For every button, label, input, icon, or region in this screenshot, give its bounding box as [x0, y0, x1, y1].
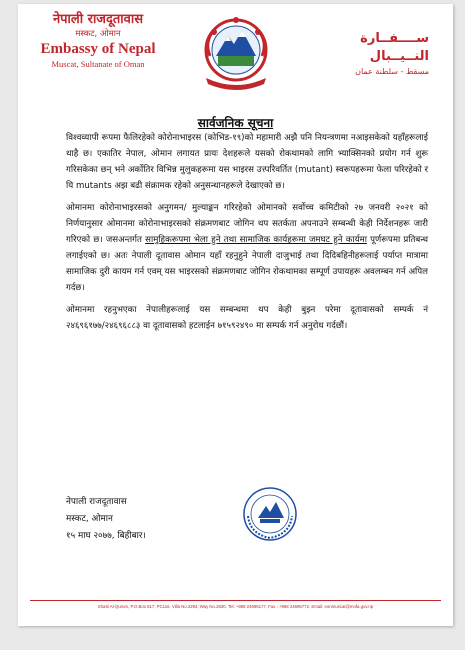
signature-line-1: नेपाली राजदूतावास	[66, 497, 127, 507]
paragraph-2-underlined-text: सामुहिकरूपमा भेला हुने तथा सामाजिक कार्यहरूमा जमघट हुने कार्यमा	[145, 235, 367, 245]
notice-body	[66, 130, 428, 340]
english-embassy-title: Embassy of Nepal	[40, 41, 156, 57]
footer-contact: Shatti Al-Qurum, P.O.Box 517, PC116, Villa No.2294, Way No.2830, Tel: +968 24696177, Fax : +968 24696772, Email: eonmuscat@mofa.gov.np	[97, 604, 374, 609]
arabic-embassy-city: مسقط - سلطنة عمان	[355, 67, 429, 76]
signature-line-3: १५ माघ २०७७, बिहीबार।	[66, 531, 146, 541]
paragraph-2-text-b: पूर्णरूपमा प्रतिबन्ध लगाईएको छ। अतः नेपाली दूतावास ओमान यहाँ रहनुहुने नेपाली दाजुभाई तथा दिदिबहिनीहरूलाई पर्याप्त मात्रामा सामाजिक दुरी कायम गर्न एवम् यस भाइरसको संक्रमणबाट जोगिन रोकथामका सम्पूर्ण उपायहरू अवलम्बन गर्न अपिल गर्दछ।	[66, 235, 428, 293]
nepal-emblem-icon	[196, 12, 276, 94]
embassy-header-right	[319, 30, 429, 78]
notice-page	[18, 4, 453, 626]
arabic-embassy-title: ســــفــارة النــيــبال	[360, 31, 429, 64]
notice-paragraph-2	[66, 200, 428, 296]
paragraph-2-text-a: ओमानमा कोरोनाभाइरसको अनुगमन/ मुल्याङ्कन गरिरहेको ओमानको सर्वोच्च कमिटीको २७ जनवरी २०२१ को निर्णयानुसार ओमानमा कोरोनाभाइरसको संक्रमणबाट जोगिन थप सतर्कता अपनाउने सम्बन्धी केही निर्देशनहरू जारी गरिएको छ। जसअन्तर्गत	[66, 203, 428, 245]
nepali-embassy-title: नेपाली राजदूतावास	[52, 12, 144, 27]
notice-title: सार्वजनिक सूचना	[197, 116, 274, 130]
embassy-header-left	[38, 12, 158, 70]
signature-block	[66, 494, 146, 545]
footer-divider	[30, 600, 441, 601]
english-embassy-city: Muscat, Sultanate of Oman	[51, 59, 145, 69]
embassy-stamp-icon	[242, 486, 298, 542]
signature-line-2: मस्कट, ओमान	[66, 514, 113, 524]
notice-paragraph-3: ओमानमा रहनुभएका नेपालीहरूलाई यस सम्बन्धमा थप केही बुझ्न परेमा दूतावासको सम्पर्क नं २४६९६१७७/२४६९६८८३ वा दूतावासको हटलाईन ७१५९२४९० मा सम्पर्क गर्न अनुरोध गर्दछौं।	[66, 305, 428, 331]
notice-paragraph-1: विश्वव्यापी रूपमा फैलिरहेको कोरोनाभाइरस (कोभिड-१९)को महामारी अझै पनि नियन्त्रणमा नआइसकेको यहाँहरूलाई थाहै छ। एकातिर नेपाल, ओमान लगायत प्रायः देशहरूले यसको रोकथामको लागि भ्याक्सिनको प्रयोग गर्न शुरू गरिसकेका छन् भने अर्कोतिर विभिन्न मुलुकहरूमा यस भाइरस उत्त्परिवर्तित (mutant) स्वरूपहरूमा फेला परिरहेको र यि mutants अझ बढी संक्रामक रहेको अनुसन्धानहरूले देखाएको छ।	[66, 133, 428, 191]
nepali-embassy-city: मस्कट, ओमान	[75, 29, 121, 39]
